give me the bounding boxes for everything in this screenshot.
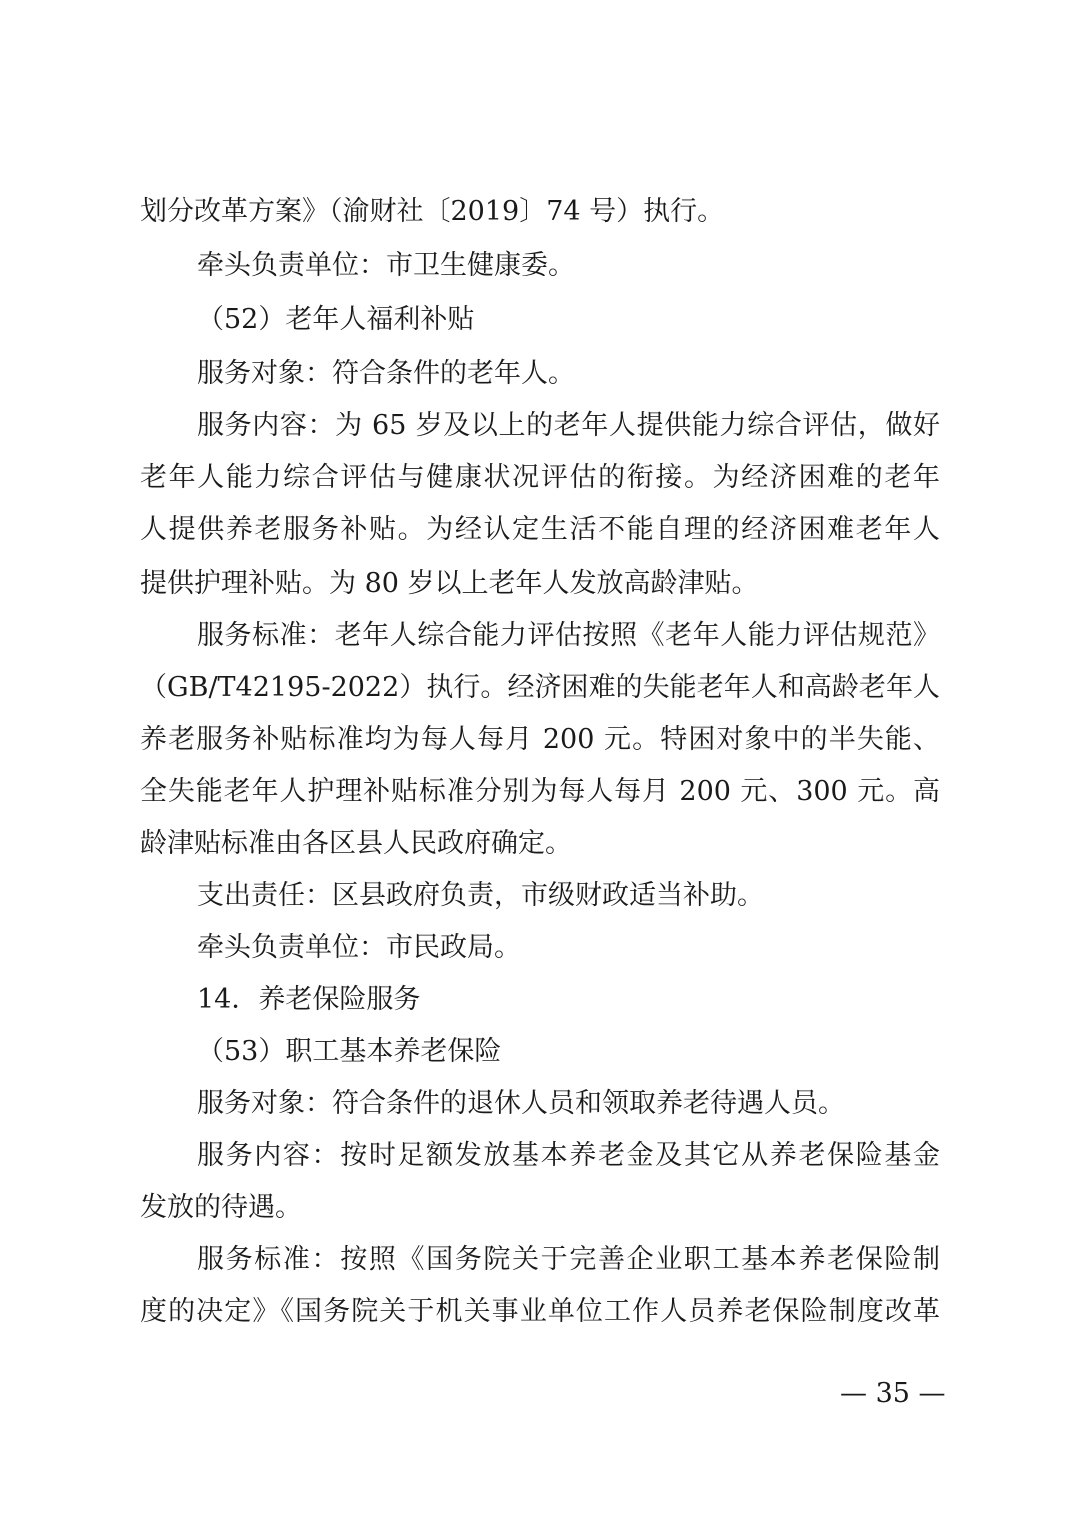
text-line: （GB/T42195-2022）执行。经济困难的失能老年人和高龄老年人 xyxy=(140,672,940,703)
text-line: 度的决定》《国务院关于机关事业单位工作人员养老保险制度改革 xyxy=(140,1296,940,1327)
text-line: 牵头负责单位：市卫生健康委。 xyxy=(197,250,575,281)
text-line: 龄津贴标准由各区县人民政府确定。 xyxy=(140,828,572,859)
text-line: 发放的待遇。 xyxy=(140,1192,302,1223)
text-line: 服务内容：为 65 岁及以上的老年人提供能力综合评估，做好 xyxy=(197,410,940,441)
text-line: 支出责任：区县政府负责，市级财政适当补助。 xyxy=(197,880,764,911)
text-line: 提供护理补贴。为 80 岁以上老年人发放高龄津贴。 xyxy=(140,568,759,599)
text-line: 服务对象：符合条件的老年人。 xyxy=(197,358,575,389)
text-line: 划分改革方案》（渝财社〔2019〕74 号）执行。 xyxy=(140,196,725,227)
text-line: 老年人能力综合评估与健康状况评估的衔接。为经济困难的老年 xyxy=(140,462,940,493)
text-line: 养老服务补贴标准均为每人每月 200 元。特困对象中的半失能、 xyxy=(140,724,940,755)
text-line: 全失能老年人护理补贴标准分别为每人每月 200 元、300 元。高 xyxy=(140,776,940,807)
text-line: 服务标准：老年人综合能力评估按照《老年人能力评估规范》 xyxy=(197,620,940,651)
text-line: 人提供养老服务补贴。为经认定生活不能自理的经济困难老年人 xyxy=(140,514,940,545)
section-heading: （52）老年人福利补贴 xyxy=(197,304,475,335)
page-number: — 35 — xyxy=(840,1378,946,1409)
text-line: 牵头负责单位：市民政局。 xyxy=(197,932,521,963)
section-heading: （53）职工基本养老保险 xyxy=(197,1036,502,1067)
text-line: 服务内容：按时足额发放基本养老金及其它从养老保险基金 xyxy=(197,1140,940,1171)
text-line: 服务标准：按照《国务院关于完善企业职工基本养老保险制 xyxy=(197,1244,940,1275)
section-heading: 14．养老保险服务 xyxy=(197,984,421,1015)
text-line: 服务对象：符合条件的退休人员和领取养老待遇人员。 xyxy=(197,1088,845,1119)
